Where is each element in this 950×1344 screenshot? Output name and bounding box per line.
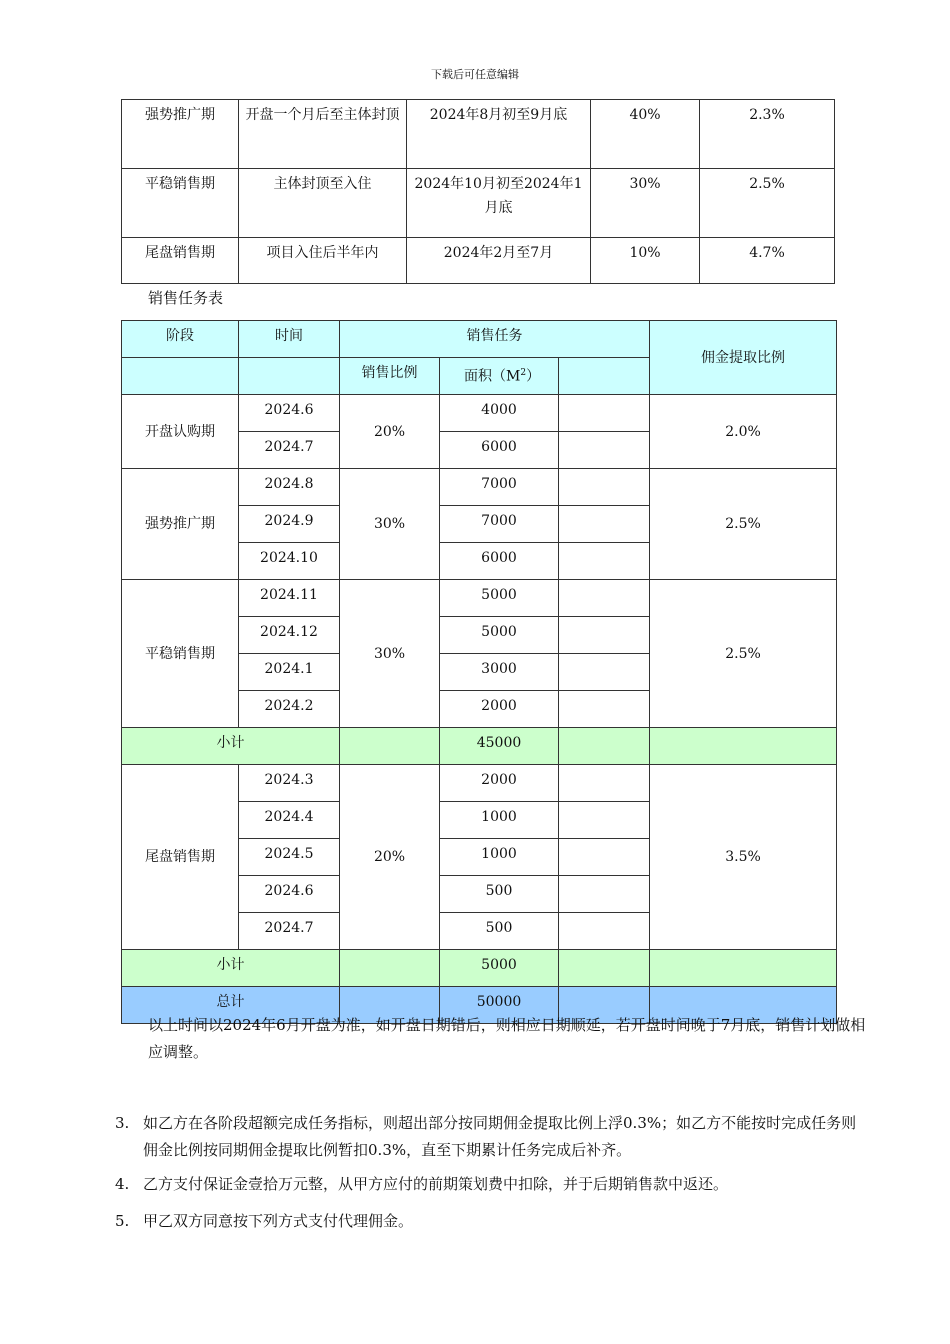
area-cell: 4000 (440, 395, 559, 432)
col-header-stage: 阶段 (122, 321, 239, 358)
phase-commission: 4.7% (700, 238, 835, 284)
area-cell: 7000 (440, 469, 559, 506)
ratio-cell: 30% (340, 469, 440, 580)
empty-cell (559, 617, 650, 654)
subtotal-area: 45000 (440, 728, 559, 765)
phase-name: 尾盘销售期 (122, 238, 239, 284)
phase-share: 40% (591, 100, 700, 169)
time-cell: 2024.1 (239, 654, 340, 691)
commission-cell: 2.5% (650, 580, 837, 728)
phase-dates: 2024年10月初至2024年1月底 (407, 169, 591, 238)
subtotal-row (122, 950, 837, 987)
empty-cell (340, 950, 440, 987)
phase-share: 30% (591, 169, 700, 238)
ratio-cell: 20% (340, 395, 440, 469)
ratio-cell: 30% (340, 580, 440, 728)
time-cell: 2024.9 (239, 506, 340, 543)
phase-table (121, 99, 835, 284)
area-cell: 1000 (440, 802, 559, 839)
table-row (122, 238, 835, 284)
list-number: 5. (115, 1212, 130, 1230)
area-exponent: 2 (520, 368, 527, 378)
subtotal-row (122, 728, 837, 765)
empty-cell (340, 728, 440, 765)
empty-cell (559, 802, 650, 839)
ratio-cell: 20% (340, 765, 440, 950)
time-cell: 2024.12 (239, 617, 340, 654)
header-blank (122, 358, 239, 395)
phase-name: 平稳销售期 (122, 169, 239, 238)
time-cell: 2024.6 (239, 876, 340, 913)
area-cell: 2000 (440, 691, 559, 728)
table-row (122, 169, 835, 238)
time-cell: 2024.10 (239, 543, 340, 580)
col-header-area (440, 358, 559, 395)
total-label: 总计 (122, 987, 340, 1024)
list-number: 3. (115, 1114, 130, 1132)
header-row (122, 321, 837, 358)
area-label-close: ） (526, 368, 541, 385)
phase-commission: 2.3% (700, 100, 835, 169)
sales-task-table (121, 320, 837, 1024)
col-header-ratio: 销售比例 (340, 358, 440, 395)
area-cell: 3000 (440, 654, 559, 691)
phase-dates: 2024年8月初至9月底 (407, 100, 591, 169)
table-row (122, 469, 837, 506)
empty-cell (559, 765, 650, 802)
timing-note: 以上时间以2024年6月开盘为准，如开盘日期错后，则相应日期顺延，若开盘时间晚于7月底，销售计划做相应调整。 (148, 1016, 866, 1061)
list-item (115, 1110, 870, 1164)
phase-share: 10% (591, 238, 700, 284)
col-header-commission: 佣金提取比例 (650, 321, 837, 395)
phase-name: 强势推广期 (122, 100, 239, 169)
stage-cell: 开盘认购期 (122, 395, 239, 469)
area-cell: 500 (440, 876, 559, 913)
empty-cell (559, 580, 650, 617)
area-cell: 7000 (440, 506, 559, 543)
subtotal-label: 小计 (122, 950, 340, 987)
commission-cell: 2.5% (650, 469, 837, 580)
time-cell: 2024.5 (239, 839, 340, 876)
empty-cell (559, 395, 650, 432)
table-row (122, 765, 837, 802)
phase-period: 主体封顶至入住 (239, 169, 407, 238)
empty-cell (559, 728, 650, 765)
area-cell: 6000 (440, 543, 559, 580)
empty-cell (559, 913, 650, 950)
empty-cell (559, 839, 650, 876)
time-cell: 2024.3 (239, 765, 340, 802)
commission-cell: 3.5% (650, 765, 837, 950)
list-item (115, 1208, 870, 1235)
table-row (122, 100, 835, 169)
list-text: 如乙方在各阶段超额完成任务指标，则超出部分按同期佣金提取比例上浮0.3%；如乙方不能按时完成任务则佣金比例按同期佣金提取比例暂扣0.3%，直至下期累计任务完成后补齐。 (143, 1114, 857, 1159)
table-row (122, 580, 837, 617)
time-cell: 2024.4 (239, 802, 340, 839)
header-blank (239, 358, 340, 395)
time-cell: 2024.2 (239, 691, 340, 728)
area-cell: 1000 (440, 839, 559, 876)
time-cell: 2024.7 (239, 432, 340, 469)
area-cell: 5000 (440, 617, 559, 654)
phase-dates: 2024年2月至7月 (407, 238, 591, 284)
empty-cell (559, 654, 650, 691)
time-cell: 2024.8 (239, 469, 340, 506)
stage-cell: 平稳销售期 (122, 580, 239, 728)
empty-cell (559, 876, 650, 913)
empty-cell (559, 469, 650, 506)
area-cell: 5000 (440, 580, 559, 617)
list-text: 甲乙双方同意按下列方式支付代理佣金。 (143, 1212, 414, 1230)
table-caption: 销售任务表 (148, 289, 224, 307)
empty-cell (650, 728, 837, 765)
list-item (115, 1171, 870, 1198)
empty-cell (559, 691, 650, 728)
list-text: 乙方支付保证金壹拾万元整，从甲方应付的前期策划费中扣除，并于后期销售款中返还。 (143, 1175, 729, 1193)
time-cell: 2024.7 (239, 913, 340, 950)
area-cell: 2000 (440, 765, 559, 802)
list-number: 4. (115, 1175, 130, 1193)
time-cell: 2024.6 (239, 395, 340, 432)
table-row (122, 395, 837, 432)
empty-cell (559, 543, 650, 580)
empty-cell (650, 950, 837, 987)
phase-commission: 2.5% (700, 169, 835, 238)
phase-period: 项目入住后半年内 (239, 238, 407, 284)
empty-cell (559, 432, 650, 469)
empty-cell (559, 950, 650, 987)
col-header-time: 时间 (239, 321, 340, 358)
commission-cell: 2.0% (650, 395, 837, 469)
time-cell: 2024.11 (239, 580, 340, 617)
header-blank (559, 358, 650, 395)
stage-cell: 强势推广期 (122, 469, 239, 580)
page-header: 下载后可任意编辑 (431, 68, 519, 81)
empty-cell (559, 506, 650, 543)
area-label: 面积（M (464, 368, 521, 385)
phase-period: 开盘一个月后至主体封顶 (239, 100, 407, 169)
total-area: 50000 (440, 987, 559, 1024)
subtotal-area: 5000 (440, 950, 559, 987)
area-cell: 6000 (440, 432, 559, 469)
stage-cell: 尾盘销售期 (122, 765, 239, 950)
col-header-task: 销售任务 (340, 321, 650, 358)
area-cell: 500 (440, 913, 559, 950)
subtotal-label: 小计 (122, 728, 340, 765)
